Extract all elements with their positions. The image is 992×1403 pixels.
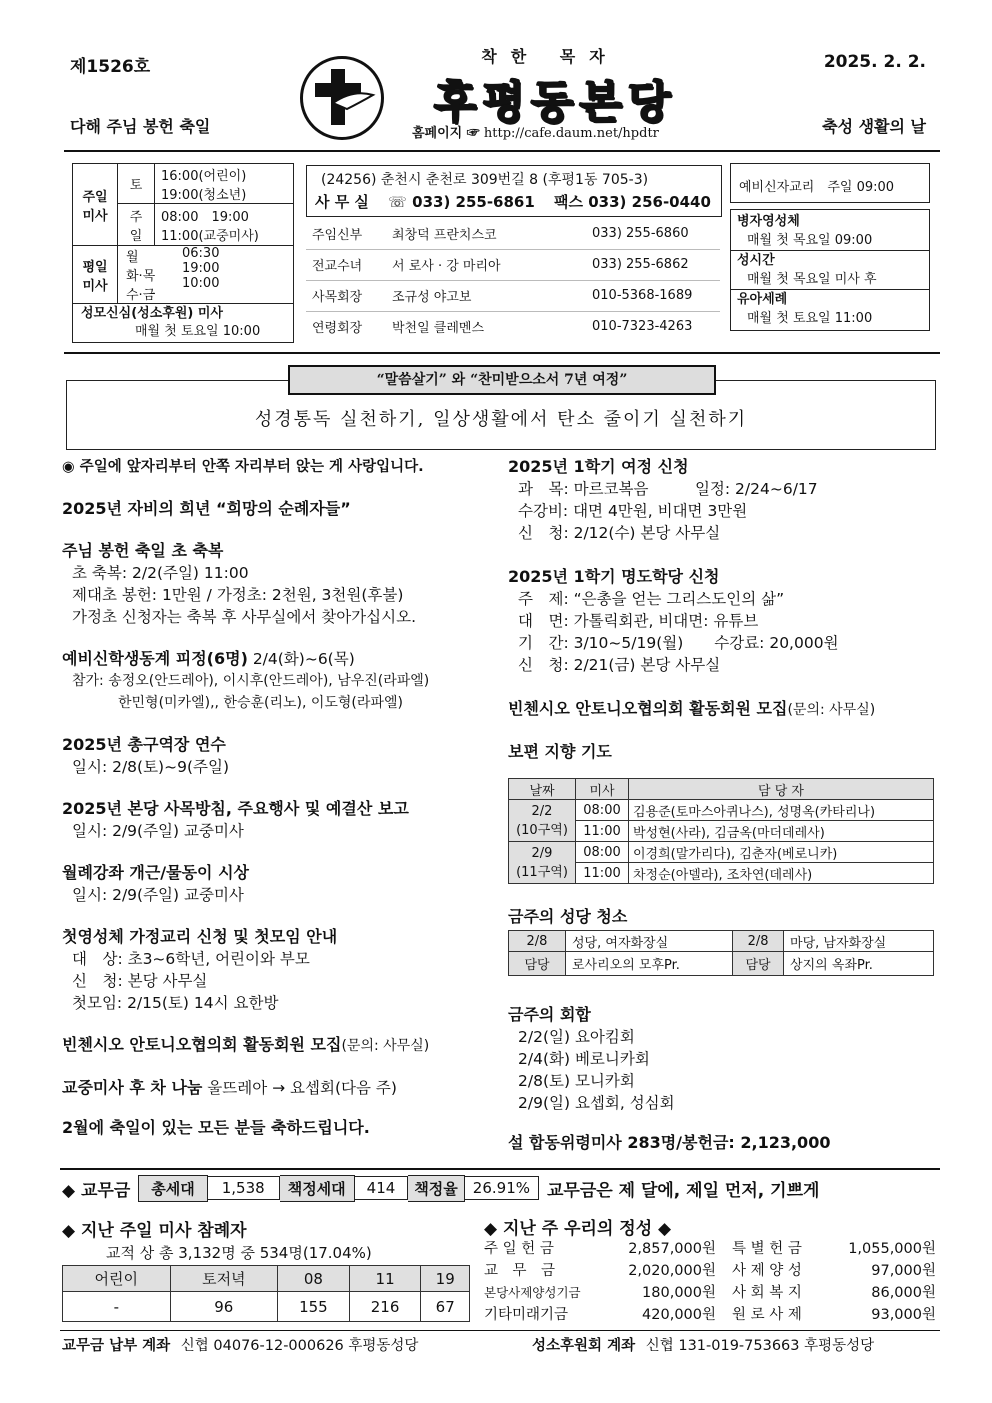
communion-line: 첫모임: 2/15(토) 14시 요한방 — [72, 994, 279, 1012]
staff-name: 박천일 클레멘스 — [392, 321, 485, 337]
journey-title: 2025년 1학기 여정 신청 — [508, 457, 689, 476]
total-households-label: 총세대 — [138, 1175, 207, 1202]
candle-line: 초 축복: 2/2(주일) 11:00 — [72, 564, 249, 582]
set-households-label: 책정세대 — [280, 1175, 355, 1202]
offering-key: 특 별 헌 금 — [732, 1241, 802, 1257]
left-column — [62, 456, 492, 1139]
prayer-mass: 11:00 — [576, 821, 629, 842]
communion-line: 대 상: 초3~6학년, 어린이와 부모 — [72, 950, 310, 968]
office-address: (24256) 춘천시 춘천로 309번길 8 (후평1동 705-3) — [321, 172, 649, 188]
attendance-value: 216 — [349, 1292, 421, 1322]
masthead-caption: 착한 목자 — [481, 47, 619, 66]
cleaning-group: 로사리오의 모후Pr. — [566, 952, 733, 976]
infant-baptism-time: 매월 첫 토요일 11:00 — [747, 311, 873, 326]
feast-greeting: 2월에 축일이 있는 모든 분들 축하드립니다. — [62, 1118, 370, 1137]
prayer-header: 담 당 자 — [629, 779, 934, 800]
seminary-retreat-date: 2/4(화)~6(목) — [247, 650, 355, 668]
attendance-value: 155 — [278, 1292, 350, 1322]
journey-line: 과 목: 마르코복음 일정: 2/24~6/17 — [518, 480, 818, 498]
prayer-date: 2/9 (11구역) — [509, 842, 576, 884]
total-households: 1,538 — [208, 1176, 280, 1200]
vincent-note: (문의: 사무실) — [341, 1038, 430, 1054]
banner-text: 성경통독 실천하기, 일상생활에서 탄소 줄이기 실천하기 — [254, 409, 748, 430]
prayer-mass: 08:00 — [576, 800, 629, 821]
offering-title: ◆ 지난 주 우리의 정성 ◆ — [484, 1219, 672, 1239]
offering-value: 420,000원 — [642, 1307, 716, 1323]
cleaning-date: 2/8 — [733, 931, 784, 952]
offering-key: 기타미래기금 — [484, 1307, 569, 1323]
staff-table — [306, 218, 720, 342]
office-label: 사 무 실 — [315, 193, 369, 211]
cleaning-place: 성당, 여자화장실 — [566, 931, 733, 952]
issue-number: 제1526호 — [70, 57, 151, 77]
communion-title: 첫영성체 가정교리 신청 및 첫모임 안내 — [62, 927, 338, 946]
offering-key: 본당사제양성기금 — [484, 1285, 581, 1300]
prayer-date: 2/2 (10구역) — [509, 800, 576, 842]
attendance-value: - — [63, 1292, 171, 1322]
sick-communion-time: 매월 첫 목요일 09:00 — [731, 231, 929, 251]
dues-divider — [60, 1168, 940, 1170]
seminary-retreat-title: 예비신학생동계 피정(6명) — [62, 649, 248, 668]
sunday-mass-label: 주일 미사 — [73, 164, 118, 246]
parish-logo — [300, 56, 384, 140]
weekday-schedule — [118, 246, 294, 304]
seminary-line: 한민형(미카엘),, 한승훈(리노), 이도형(라파엘) — [118, 695, 403, 711]
meetings-title: 금주의 회합 — [508, 1005, 591, 1024]
candle-line: 가정초 신청자는 축복 후 사무실에서 찾아가십시오. — [72, 608, 416, 626]
jubilee-title: 2025년 자비의 희년 “희망의 순례자들” — [62, 499, 351, 518]
candle-blessing-title: 주님 봉헌 축일 초 축복 — [62, 541, 224, 560]
cleaning-table — [508, 930, 934, 976]
infant-baptism-title: 유아세례 — [737, 292, 788, 307]
staff-row — [306, 249, 720, 280]
rate-value: 26.91% — [465, 1176, 539, 1200]
saturday-label: 토 — [118, 164, 155, 204]
journey-line: 신 청: 2/12(수) 본당 사무실 — [518, 524, 721, 542]
homepage-label: 홈페이지 ☞ — [412, 126, 480, 141]
myeongdo-line: 주 제: “은총을 얻는 그리스도인의 삶” — [518, 590, 785, 608]
cleaning-label: 담당 — [509, 952, 566, 976]
prayer-mass: 08:00 — [576, 842, 629, 863]
table-row — [509, 800, 934, 821]
intro-note: ◉ 주일에 앞자리부터 안쪽 자리부터 앉는 게 사랑입니다. — [62, 459, 424, 475]
attendance-value: 96 — [170, 1292, 278, 1322]
report-title: 2025년 본당 사목방침, 주요행사 및 예결산 보고 — [62, 799, 409, 818]
journey-line: 수강비: 대면 4만원, 비대면 3만원 — [518, 502, 748, 520]
meeting-item: 2/4(화) 베로니카회 — [518, 1050, 650, 1068]
attendance-summary: 교적 상 총 3,132명 중 534명(17.04%) — [106, 1244, 372, 1262]
seminary-line: 참가: 송정오(안드레아), 이시후(안드레아), 남우진(라파엘) — [72, 673, 430, 689]
weekday-days: 월 화·목 수·금 — [126, 250, 156, 303]
table-row — [484, 1304, 936, 1326]
lecture-date: 일시: 2/9(주일) 교중미사 — [72, 886, 244, 904]
attendance-header-row — [63, 1266, 470, 1292]
vocation-account — [532, 1334, 874, 1355]
attendance-table — [62, 1265, 470, 1322]
prayer-header: 날짜 — [509, 779, 576, 800]
prayer-who: 이경희(말가리다), 김춘자(베로니카) — [629, 842, 934, 863]
attendance-header: 토저녁 — [170, 1266, 278, 1292]
prayer-mass: 11:00 — [576, 863, 629, 884]
footer-divider — [60, 1330, 940, 1331]
office-fax: 팩스 033) 256-0440 — [554, 193, 711, 211]
offering-key: 교 무 금 — [484, 1263, 556, 1279]
myeongdo-title: 2025년 1학기 명도학당 신청 — [508, 567, 720, 586]
mother-mass-time: 매월 첫 토요일 10:00 — [135, 324, 261, 339]
table-row — [484, 1260, 936, 1282]
staff-role: 연령회장 — [312, 321, 363, 337]
sunday-times: 08:00 19:00 11:00(교중미사) — [155, 204, 294, 246]
table-row — [509, 842, 934, 863]
day-name: 축성 생활의 날 — [822, 117, 926, 136]
dues-account — [62, 1334, 418, 1355]
issue-date: 2025. 2. 2. — [823, 52, 926, 72]
offering-value: 1,055,000원 — [848, 1241, 936, 1257]
cleaning-group: 상지의 옥좌Pr. — [784, 952, 934, 976]
staff-name: 최창덕 프란치스코 — [392, 227, 497, 243]
saturday-times: 16:00(어린이) 19:00(청소년) — [155, 164, 294, 204]
staff-name: 서 로사 · 강 마리아 — [392, 259, 501, 274]
offering-value: 2,857,000원 — [628, 1241, 716, 1257]
prayer-header: 미사 — [576, 779, 629, 800]
staff-row — [306, 280, 720, 311]
communion-line: 신 청: 본당 사무실 — [72, 972, 208, 990]
staff-phone: 033) 255-6860 — [592, 225, 689, 241]
attendance-header: 19 — [421, 1266, 470, 1292]
mother-mass-title: 성모신심(성소후원) 미사 — [81, 306, 223, 321]
attendance-header: 11 — [349, 1266, 421, 1292]
vicariate-date: 일시: 2/8(토)~9(주일) — [72, 758, 229, 776]
holy-hour-title: 성시간 — [737, 253, 775, 268]
meeting-item: 2/8(토) 모니카회 — [518, 1072, 635, 1090]
right-column — [508, 456, 934, 763]
staff-role: 전교수녀 — [312, 259, 363, 274]
mass-times-table — [72, 163, 294, 343]
staff-phone: 010-7323-4263 — [592, 319, 693, 335]
attendance-header: 08 — [278, 1266, 350, 1292]
memorial-mass-summary: 설 합동위령미사 283명/봉헌금: 2,123,000 — [508, 1133, 831, 1152]
sacrament-list — [730, 209, 930, 331]
offering-table — [484, 1238, 936, 1326]
dues-account-number: 신협 04076-12-000626 후평동성당 — [180, 1338, 419, 1354]
meeting-item: 2/2(일) 요아킴회 — [518, 1028, 635, 1046]
offering-value: 180,000원 — [642, 1285, 716, 1301]
tea-sharing-text: 울뜨레아 → 요셉회(다음 주) — [202, 1079, 397, 1097]
dues-bar — [62, 1174, 819, 1202]
section-divider — [64, 352, 940, 354]
prayer-header-row — [509, 779, 934, 800]
prayer-who: 차정순(아델라), 조차연(데레사) — [629, 863, 934, 884]
offering-value: 2,020,000원 — [628, 1263, 716, 1279]
offering-key: 원 로 사 제 — [732, 1307, 802, 1323]
staff-phone: 010-5368-1689 — [592, 288, 693, 303]
attendance-value: 67 — [421, 1292, 470, 1322]
office-phone: ☏ 033) 255-6861 — [388, 193, 535, 211]
staff-name: 조규성 야고보 — [392, 290, 472, 305]
homepage-link[interactable]: http://cafe.daum.net/hpdtr — [483, 126, 659, 141]
attendance-title: ◆ 지난 주일 미사 참례자 — [62, 1221, 247, 1241]
offering-key: 주 일 헌 금 — [484, 1241, 554, 1257]
meeting-item: 2/9(일) 요셉회, 성심회 — [518, 1094, 675, 1112]
holy-hour-time: 매월 첫 목요일 미사 후 — [731, 270, 929, 290]
sick-communion-title: 병자영성체 — [737, 214, 800, 229]
cleaning-title: 금주의 성당 청소 — [508, 907, 628, 926]
table-row — [484, 1238, 936, 1260]
office-info — [306, 165, 722, 217]
dues-slogan: 교무금은 제 달에, 제일 먼저, 기쁘게 — [547, 1180, 820, 1201]
banner-tag: “말씀살기” 와 “찬미받으소서 7년 여정” — [288, 365, 716, 395]
mother-mass — [73, 304, 294, 343]
prayer-table — [508, 778, 934, 884]
vincent-note: (문의: 사무실) — [787, 702, 876, 718]
vocation-account-number: 신협 131-019-753663 후평동성당 — [645, 1338, 875, 1354]
masthead-title: 후평동본당 — [433, 77, 677, 128]
dues-label: ◆ 교무금 — [62, 1180, 131, 1201]
dues-account-label: 교무금 납부 계좌 — [62, 1338, 171, 1354]
cross-dove-icon — [303, 59, 381, 137]
table-row — [509, 952, 934, 976]
table-row — [63, 1292, 470, 1322]
vicariate-title: 2025년 총구역장 연수 — [62, 735, 226, 754]
vincent-title: 빈첸시오 안토니오협의회 활동회원 모집 — [508, 699, 788, 718]
myeongdo-line: 신 청: 2/21(금) 본당 사무실 — [518, 656, 721, 674]
cleaning-place: 마당, 남자화장실 — [784, 931, 934, 952]
feast-name: 다해 주님 봉헌 축일 — [70, 117, 211, 136]
weekday-mass-label: 평일 미사 — [73, 246, 118, 304]
prayer-who: 박성현(사라), 김금옥(마더데레사) — [629, 821, 934, 842]
staff-role: 주임신부 — [312, 227, 363, 243]
vocation-account-label: 성소후원회 계좌 — [532, 1338, 636, 1354]
sunday-label: 주 일 — [118, 204, 155, 246]
prayer-title: 보편 지향 기도 — [508, 742, 612, 761]
report-date: 일시: 2/9(주일) 교중미사 — [72, 822, 244, 840]
offering-value: 97,000원 — [871, 1263, 936, 1279]
homepage — [412, 122, 659, 141]
lecture-title: 월례강좌 개근/물동이 시상 — [62, 863, 250, 882]
staff-row — [306, 218, 720, 249]
table-row — [484, 1282, 936, 1304]
weekday-times: 06:30 19:00 10:00 — [182, 246, 220, 291]
myeongdo-line: 대 면: 가톨릭회관, 비대면: 유튜브 — [518, 612, 759, 630]
staff-role: 사목회장 — [312, 290, 363, 305]
offering-key: 사 제 양 성 — [732, 1263, 802, 1279]
table-row — [509, 931, 934, 952]
candle-line: 제대초 봉헌: 1만원 / 가정초: 2천원, 3천원(후불) — [72, 586, 404, 604]
vincent-title: 빈첸시오 안토니오협의회 활동회원 모집 — [62, 1035, 342, 1054]
offering-key: 사 회 복 지 — [732, 1285, 802, 1301]
prayer-who: 김용준(토마스아퀴나스), 성명옥(카타리나) — [629, 800, 934, 821]
catechumen-class: 예비신자교리 주일 09:00 — [730, 163, 930, 203]
cleaning-date: 2/8 — [509, 931, 566, 952]
header-divider — [64, 150, 940, 152]
sacrament-info — [730, 163, 930, 331]
offering-value: 86,000원 — [871, 1285, 936, 1301]
myeongdo-line: 기 간: 3/10~5/19(월) 수강료: 20,000원 — [518, 634, 839, 652]
meetings-section — [508, 1004, 934, 1154]
staff-phone: 033) 255-6862 — [592, 257, 689, 272]
attendance-header: 어린이 — [63, 1266, 171, 1292]
cleaning-label: 담당 — [733, 952, 784, 976]
offering-value: 93,000원 — [871, 1307, 936, 1323]
staff-row — [306, 311, 720, 342]
tea-sharing-title: 교중미사 후 차 나눔 — [62, 1078, 203, 1097]
rate-label: 책정율 — [408, 1175, 464, 1202]
set-households: 414 — [355, 1176, 409, 1200]
